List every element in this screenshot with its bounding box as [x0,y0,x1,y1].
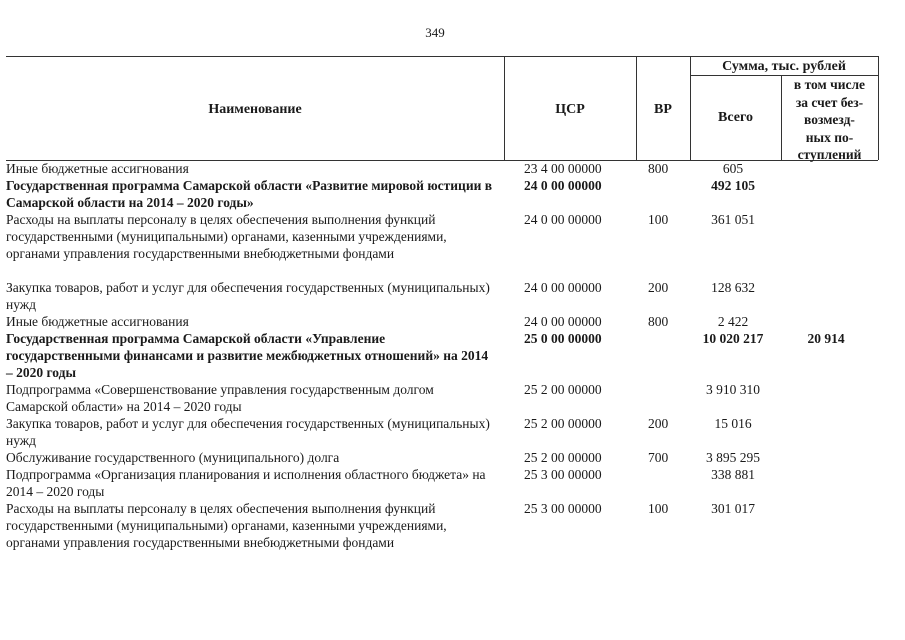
header-total: Всего [718,110,753,125]
row-total: 2 422 [717,314,749,329]
col-divider-5 [878,56,879,160]
row-vr: 700 [648,450,669,465]
row-name: Иные бюджетные ассигнования [6,314,189,329]
table-row [0,279,905,313]
header-free-line: за счет без- [795,94,864,110]
row-vr: 200 [648,416,669,431]
row-csr: 25 3 00 00000 [524,467,602,482]
row-name: Расходы на выплаты персоналу в целях обеспечения выполнения функций государственными (муниципальными) органами, казенными учреждениями, органами управления государственными внебюджетными фондами [6,212,447,261]
table-row [0,415,905,449]
row-csr: 24 0 00 00000 [524,280,602,295]
row-name: Подпрограмма «Совершенствование управления государственным долгом Самарской области» на 2014 – 2020 годы [6,382,434,414]
row-csr: 25 3 00 00000 [524,501,602,516]
table-body [0,160,905,568]
row-vr: 800 [648,314,669,329]
table-row [0,177,905,211]
row-csr: 25 0 00 00000 [524,331,602,346]
row-total: 128 632 [711,280,755,295]
row-csr: 24 0 00 00000 [524,212,602,227]
table-row [0,381,905,415]
row-total: 3 910 310 [706,382,760,397]
header-free-line: возмезд- [804,112,855,127]
row-total: 3 895 295 [706,450,760,465]
row-name: Государственная программа Самарской области «Управление государственными финансами и развитие межбюджетных отношений» на 2014 – 2020 годы [6,331,489,380]
row-vr: 200 [648,280,669,295]
row-total: 605 [722,161,744,176]
header-sum: Сумма, тыс. рублей [722,59,846,74]
header-free-line: ных по- [805,129,854,145]
header-free-line: ступлений [797,147,862,162]
row-total: 301 017 [711,501,755,516]
table-row [0,211,905,279]
row-total: 15 016 [714,416,752,431]
row-total: 492 105 [711,178,755,193]
header-free-line: в том числе [793,77,866,92]
row-vr: 100 [648,212,669,227]
row-csr: 24 0 00 00000 [524,314,602,329]
row-csr: 24 0 00 00000 [524,178,602,193]
row-vr: 100 [648,501,669,516]
row-name: Иные бюджетные ассигнования [6,161,189,176]
row-csr: 25 2 00 00000 [524,382,602,397]
header-csr: ЦСР [555,102,585,117]
row-name: Расходы на выплаты персоналу в целях обеспечения выполнения функций государственными (муниципальными) органами, казенными учреждениями, органами управления государственными внебюджетными фондами [6,501,447,550]
row-name: Подпрограмма «Организация планирования и исполнения областного бюджета» на 2014 – 2020 годы [6,467,486,499]
table-row [0,160,905,177]
table-row [0,449,905,466]
row-free: 20 914 [807,331,845,346]
header-free [781,76,878,164]
header-vr: ВР [654,102,672,117]
row-csr: 23 4 00 00000 [524,161,602,176]
row-name: Закупка товаров, работ и услуг для обеспечения государственных (муниципальных) нужд [6,280,490,312]
row-vr: 800 [648,161,669,176]
row-name: Обслуживание государственного (муниципального) долга [6,450,340,465]
header-name: Наименование [208,102,302,117]
row-total: 10 020 217 [702,331,764,346]
row-total: 338 881 [711,467,755,482]
table-row [0,313,905,330]
row-total: 361 051 [711,212,755,227]
table-row [0,500,905,568]
row-csr: 25 2 00 00000 [524,416,602,431]
table-row [0,466,905,500]
row-name: Государственная программа Самарской области «Развитие мировой юстиции в Самарской области на 2014 – 2020 годы» [6,178,493,210]
row-name: Закупка товаров, работ и услуг для обеспечения государственных (муниципальных) нужд [6,416,490,448]
header-top-border [6,56,878,57]
page-number: 349 [425,25,445,40]
table-row [0,330,905,381]
row-csr: 25 2 00 00000 [524,450,602,465]
